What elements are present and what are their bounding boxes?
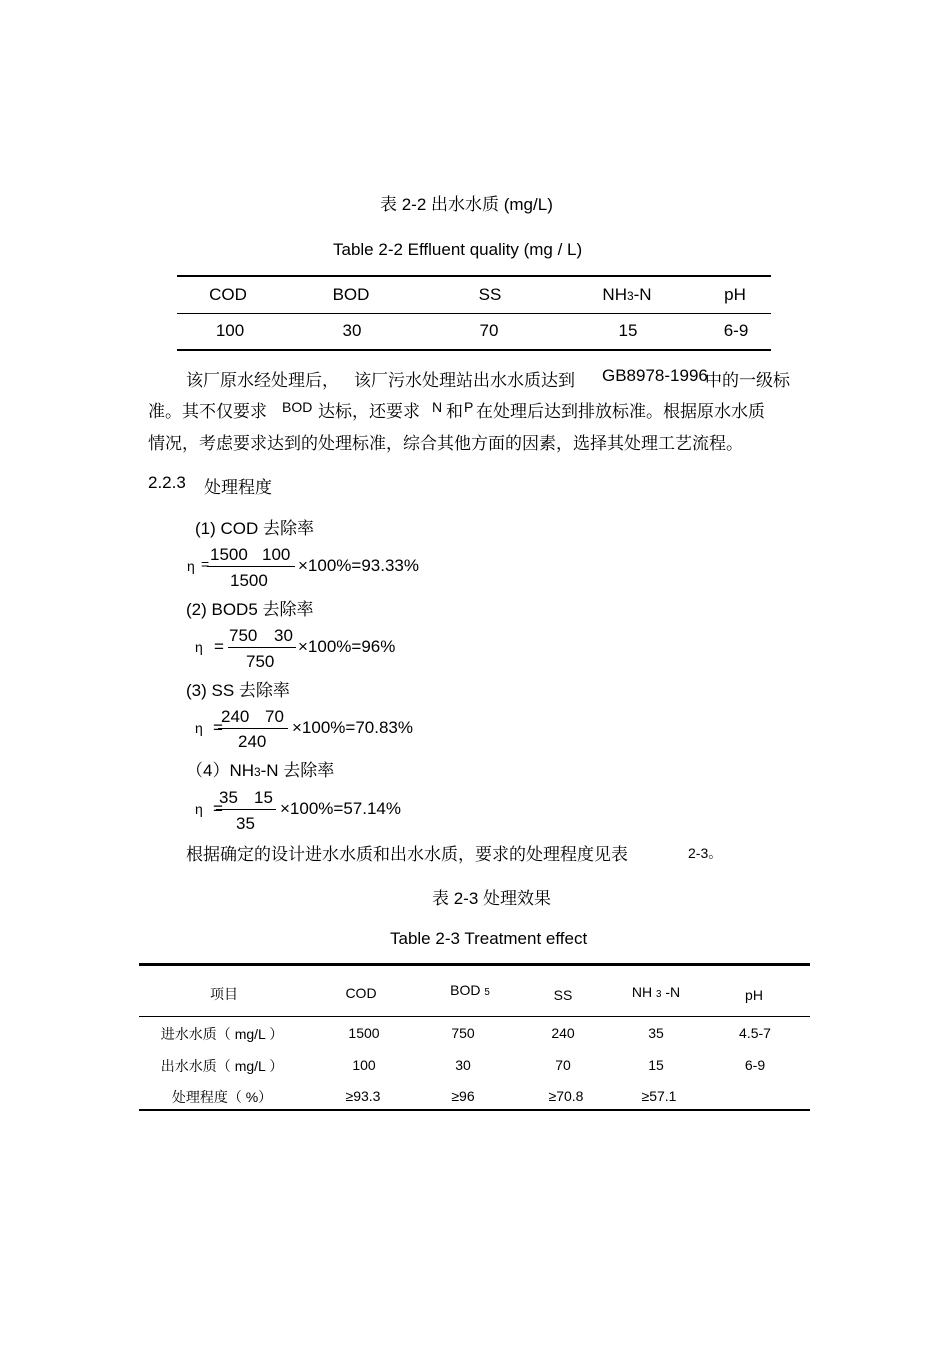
- para-line2-c: 达标，还要求: [318, 402, 420, 421]
- table23-cell: 100: [352, 1057, 376, 1073]
- nh3-tail: -N: [633, 285, 652, 304]
- table23-header-ss: SS: [553, 987, 573, 1003]
- table23-caption-en: Table 2-3 Treatment effect: [390, 929, 588, 948]
- numerator-a: 1500: [210, 545, 248, 564]
- table23-row-label: 进水水质（ mg/L ）: [160, 1026, 284, 1042]
- para-line2-b: BOD: [282, 399, 313, 415]
- fraction-bar: [218, 728, 288, 729]
- table23-top-rule: [139, 963, 810, 966]
- para-line2-f: P: [464, 399, 474, 415]
- calc-label: (1) COD 去除率: [195, 519, 314, 538]
- table22-mid-rule: [177, 313, 771, 314]
- table23-header-item: 项目: [210, 986, 238, 1002]
- fraction-bar: [216, 809, 276, 810]
- table23-header-bod5: [450, 982, 490, 998]
- para-line1-d: 中的一级标: [705, 371, 790, 390]
- closing-ref: 2-3。: [688, 845, 723, 861]
- calc-label: [186, 756, 334, 781]
- table23-cell: ≥93.3: [345, 1088, 381, 1104]
- table23-cell: 750: [451, 1025, 475, 1041]
- table22-caption-cn: 表 2-2 出水水质 (mg/L): [380, 195, 553, 214]
- denominator: 35: [236, 814, 255, 833]
- calc-label: (3) SS 去除率: [186, 681, 290, 700]
- calc-label-a: （4）NH: [186, 761, 255, 780]
- para-line1-c: GB8978-1996: [602, 366, 708, 385]
- para-line2-a: 准。其不仅要求: [148, 402, 267, 421]
- calc-label-b: -N 去除率: [260, 761, 335, 780]
- table23-cell: 70: [555, 1057, 571, 1073]
- table22-bottom-rule: [177, 349, 771, 351]
- table23-cell: 35: [648, 1025, 664, 1041]
- table22-cell-nh3n: 15: [618, 321, 638, 340]
- numerator-b: 70: [265, 707, 284, 726]
- table23-caption-cn: 表 2-3 处理效果: [432, 889, 552, 908]
- numerator-b: 30: [274, 626, 293, 645]
- denominator: 750: [246, 652, 275, 671]
- nh3-sub: 3: [626, 289, 634, 303]
- table22-top-rule: [177, 275, 771, 277]
- eta-symbol: η: [195, 801, 203, 817]
- table23-cell: 15: [648, 1057, 664, 1073]
- table23-header-cod: COD: [345, 985, 377, 1001]
- table22-header-cod: COD: [209, 285, 247, 304]
- denominator: 240: [238, 732, 267, 751]
- eta-symbol: η: [195, 639, 203, 655]
- para-line2-d: N: [432, 399, 443, 415]
- nh-tail: -N: [665, 984, 681, 1000]
- table23-cell: ≥57.1: [641, 1088, 677, 1104]
- table23-row-label: 处理程度（ %）: [171, 1089, 273, 1105]
- table22-header-nh3n: [602, 285, 651, 305]
- calc-result: ×100%=93.33%: [298, 556, 419, 575]
- nh3-base: NH: [602, 285, 627, 304]
- numerator-a: 35: [219, 788, 238, 807]
- calc-result: ×100%=57.14%: [280, 799, 401, 818]
- closing-text: 根据确定的设计进水水质和出水水质，要求的处理程度见表: [186, 845, 628, 864]
- para-line2-g: 在处理后达到排放标准。根据原水水质: [476, 402, 765, 421]
- numerator-b: 15: [254, 788, 273, 807]
- table23-cell: 1500: [348, 1025, 380, 1041]
- calc-result: ×100%=70.83%: [292, 718, 413, 737]
- table23-bottom-rule: [139, 1109, 810, 1111]
- equals-sign: =: [214, 637, 224, 656]
- table23-header-ph: pH: [745, 987, 763, 1003]
- table22-cell-ph: 6-9: [723, 321, 749, 340]
- fraction-bar: [228, 647, 296, 648]
- table23-cell: 6-9: [744, 1057, 766, 1073]
- nh-base: NH: [631, 984, 653, 1000]
- fraction-bar: [207, 566, 295, 567]
- numerator-a: 750: [229, 626, 258, 645]
- table22-cell-cod: 100: [215, 321, 245, 340]
- equals-sign: =: [213, 799, 223, 818]
- equals-sign: =: [201, 556, 210, 572]
- table22-caption-en: Table 2-2 Effluent quality (mg / L): [333, 240, 583, 259]
- nh-sub: 3: [656, 989, 662, 1000]
- numerator-a: 240: [221, 707, 250, 726]
- numerator-b: 100: [262, 545, 291, 564]
- para-line3: 情况，考虑要求达到的处理标准，综合其他方面的因素，选择其处理工艺流程。: [148, 434, 743, 453]
- para-line1-b: 该厂污水处理站出水水质达到: [354, 371, 575, 390]
- bod-sub: 5: [484, 987, 490, 998]
- table22-cell-ss: 70: [479, 321, 499, 340]
- eta-symbol: η: [187, 558, 195, 574]
- table23-mid-rule: [139, 1016, 810, 1017]
- calc-result: ×100%=96%: [298, 637, 396, 656]
- bod-base: BOD: [450, 982, 481, 998]
- section-title: 处理程度: [204, 478, 272, 497]
- table22-cell-bod: 30: [342, 321, 362, 340]
- denominator: 1500: [230, 571, 268, 590]
- equals-sign: =: [213, 718, 223, 737]
- table22-header-ss: SS: [478, 285, 502, 304]
- table23-header-nh3n: [632, 984, 680, 1000]
- calc-label: (2) BOD5 去除率: [186, 600, 314, 619]
- table23-cell: 30: [455, 1057, 471, 1073]
- table22-header-bod: BOD: [332, 285, 370, 304]
- table23-cell: ≥70.8: [548, 1088, 584, 1104]
- table23-cell: 240: [551, 1025, 575, 1041]
- table23-cell: 4.5-7: [739, 1025, 771, 1041]
- table23-cell: ≥96: [451, 1088, 475, 1104]
- para-line1-a: 该厂原水经处理后，: [186, 371, 339, 390]
- table22-header-ph: pH: [724, 285, 746, 304]
- para-line2-e: 和: [446, 402, 463, 421]
- section-number: 2.2.3: [148, 473, 186, 492]
- calc-label-sub: 3: [254, 765, 261, 779]
- eta-symbol: η: [195, 720, 203, 736]
- table23-row-label: 出水水质（ mg/L ）: [160, 1058, 284, 1074]
